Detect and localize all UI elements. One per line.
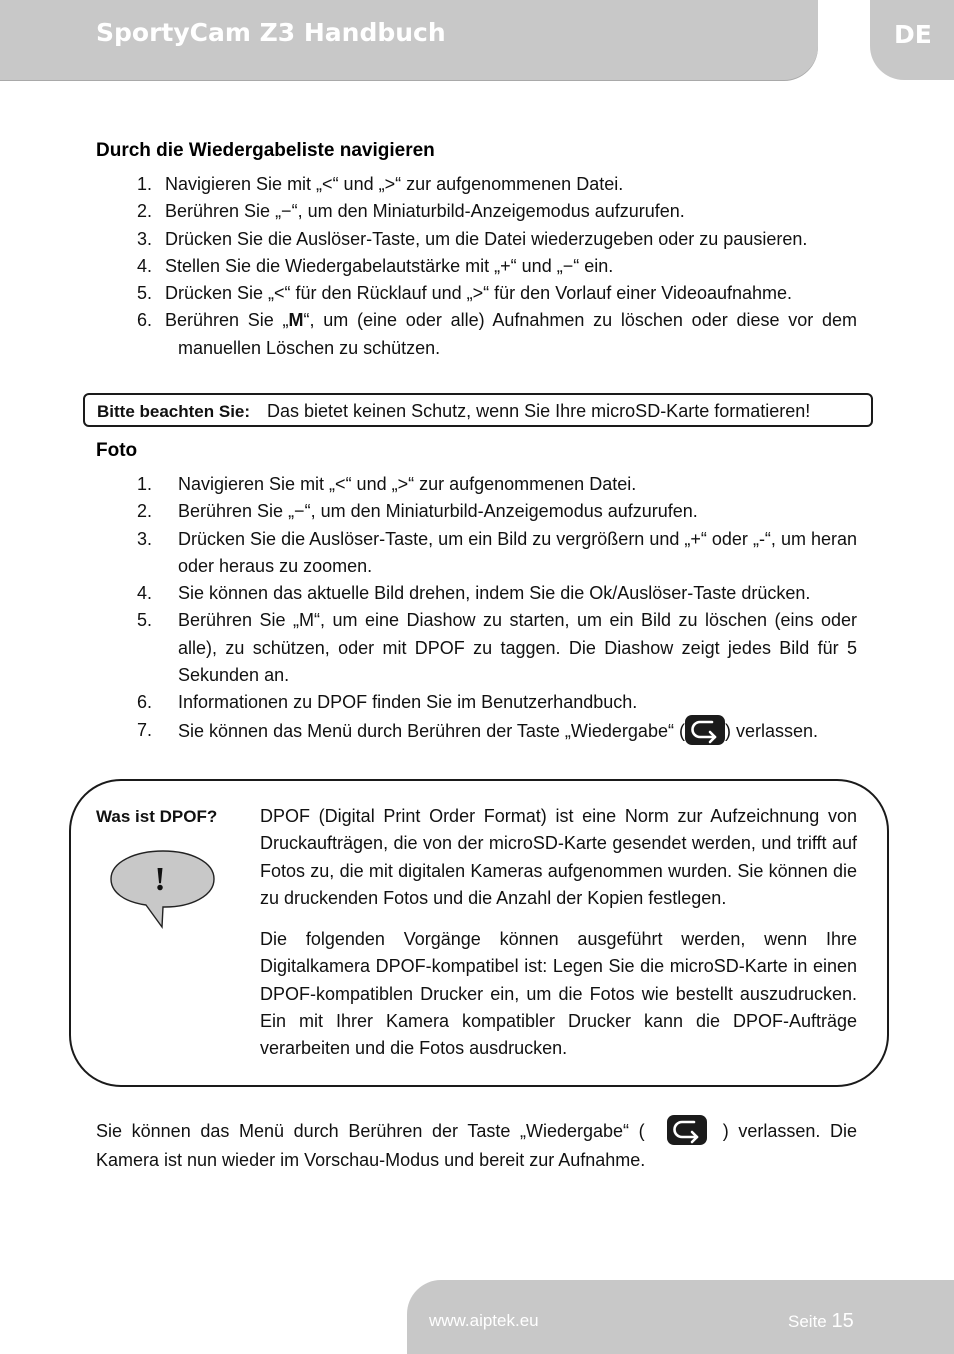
dpof-label: Was ist DPOF?: [96, 807, 218, 826]
step-text-part: Berühren Sie „: [165, 310, 289, 331]
bubble-mark: !: [154, 861, 166, 898]
list-item: [137, 717, 857, 747]
step-text: Navigieren Sie mit „<“ und „>“ zur aufgenommenen Datei.: [165, 174, 624, 194]
photo-heading: Foto: [96, 440, 138, 461]
language-tab: [870, 0, 954, 80]
m-key-label: M: [288, 310, 304, 331]
step-text: Berühren Sie „−“, um den Miniaturbild-Anzeigemodus aufzurufen.: [178, 501, 698, 522]
footer-bar: [407, 1280, 954, 1354]
list-item: [137, 226, 857, 253]
header-bar: [0, 0, 818, 80]
closing-paragraph: [96, 1117, 857, 1174]
website-link[interactable]: www.aiptek.eu: [429, 1311, 539, 1330]
step-number: 6.: [137, 692, 153, 713]
step-number: 2.: [137, 501, 153, 522]
step-number: 7.: [137, 719, 153, 740]
step-text-part: Sie können das Menü durch Berühren der Taste „Wiedergabe“ (: [178, 720, 685, 741]
dpof-paragraph-1: DPOF (Digital Print Order Format) ist eine Norm zur Aufzeichnung von Druckaufträgen, die von der microSD-Karte gesendet werden, und trifft auf Fotos zu, die mit digitalen Kameras aufgenommen wurden. Sie können die zu druckenden Fotos und die Anzahl der Kopien festlegen.: [260, 806, 857, 908]
step-text: Berühren Sie „−“, um den Miniaturbild-Anzeigemodus aufzurufen.: [165, 201, 685, 222]
note-label: Bitte beachten Sie:: [97, 402, 251, 421]
step-text: Navigieren Sie mit „<“ und „>“ zur aufgenommenen Datei.: [178, 474, 637, 494]
step-text: Drücken Sie die Auslöser-Taste, um die Datei wiederzugeben oder zu pausieren.: [165, 228, 808, 249]
step-text: Stellen Sie die Wiedergabelautstärke mit „+“ und „−“ ein.: [165, 255, 614, 276]
list-item: [137, 471, 857, 498]
page-number: 15: [831, 1310, 854, 1332]
photo-steps: [137, 471, 857, 747]
list-item: [137, 689, 857, 716]
closing-text-part: Sie können das Menü durch Berühren der Taste „Wiedergabe“ (: [96, 1120, 645, 1141]
page-label: Seite: [788, 1312, 827, 1331]
step-text: Berühren Sie „M“, um eine Diashow zu starten, um ein Bild zu löschen (eins oder alle), zu schützen, oder mit DPOF zu taggen. Die Diashow zeigt jedes Bild für 5 Sekunden an.: [178, 610, 857, 686]
step-text: Drücken Sie die Auslöser-Taste, um ein Bild zu vergrößern und „+“ oder „-“, um heran oder heraus zu zoomen.: [178, 528, 857, 576]
list-item: [137, 607, 857, 689]
step-text: [137, 307, 857, 362]
step-number: 4.: [137, 255, 153, 276]
step-number: 6.: [137, 310, 153, 331]
step-number: 5.: [137, 283, 153, 304]
step-number: 4.: [137, 583, 153, 604]
note-box: [83, 393, 873, 427]
note-text: Das bietet keinen Schutz, wenn Sie Ihre microSD-Karte formatieren!: [267, 401, 811, 421]
page-indicator: [788, 1310, 854, 1333]
step-text-part: “, um (eine oder alle) Aufnahmen zu löschen oder diese vor dem manuellen Löschen zu schützen.: [178, 310, 857, 358]
playback-return-icon: [685, 715, 725, 745]
list-item: [137, 253, 857, 280]
playlist-steps: [137, 171, 857, 362]
dpof-description: [260, 803, 857, 1077]
list-item: [137, 307, 857, 362]
list-item: [137, 280, 857, 307]
list-item: [137, 580, 857, 607]
list-item: [137, 498, 857, 525]
list-item: [137, 171, 857, 198]
step-number: 5.: [137, 610, 153, 631]
playback-return-icon: [667, 1115, 707, 1145]
list-item: [137, 198, 857, 225]
playlist-heading: Durch die Wiedergabeliste navigieren: [96, 140, 435, 161]
step-number: 2.: [137, 201, 153, 222]
step-number: 1.: [137, 474, 153, 494]
step-number: 3.: [137, 528, 153, 549]
step-number: 1.: [137, 174, 153, 194]
step-number: 3.: [137, 228, 153, 249]
step-text: Informationen zu DPOF finden Sie im Benutzerhandbuch.: [178, 692, 638, 713]
step-text: Sie können das aktuelle Bild drehen, indem Sie die Ok/Auslöser-Taste drücken.: [178, 583, 811, 604]
step-text-part: ) verlassen.: [724, 720, 818, 741]
list-item: [137, 526, 857, 581]
step-text: [137, 717, 857, 747]
closing-text-part: ) verlassen. Die Kamera ist nun wieder im Vorschau-Modus und bereit zur Aufnahme.: [96, 1120, 858, 1170]
step-text: Drücken Sie „<“ für den Rücklauf und „>“ für den Vorlauf einer Videoaufnahme.: [165, 283, 793, 304]
language-label: DE: [894, 20, 932, 49]
dpof-paragraph-2: Die folgenden Vorgänge können ausgeführt werden, wenn Ihre Digitalkamera DPOF-kompatibel ist: Legen Sie die microSD-Karte in einen DPOF-kompatiblen Drucker ein, um die Fotos wie bestellt auszudrucken. Ein mit Ihrer Kamera kompatibler Drucker kann die DPOF-Aufträge verarbeiten und die Fotos ausdrucken.: [260, 929, 857, 1059]
manual-title: SportyCam Z3 Handbuch: [96, 18, 446, 47]
speech-bubble-icon: [108, 848, 218, 938]
